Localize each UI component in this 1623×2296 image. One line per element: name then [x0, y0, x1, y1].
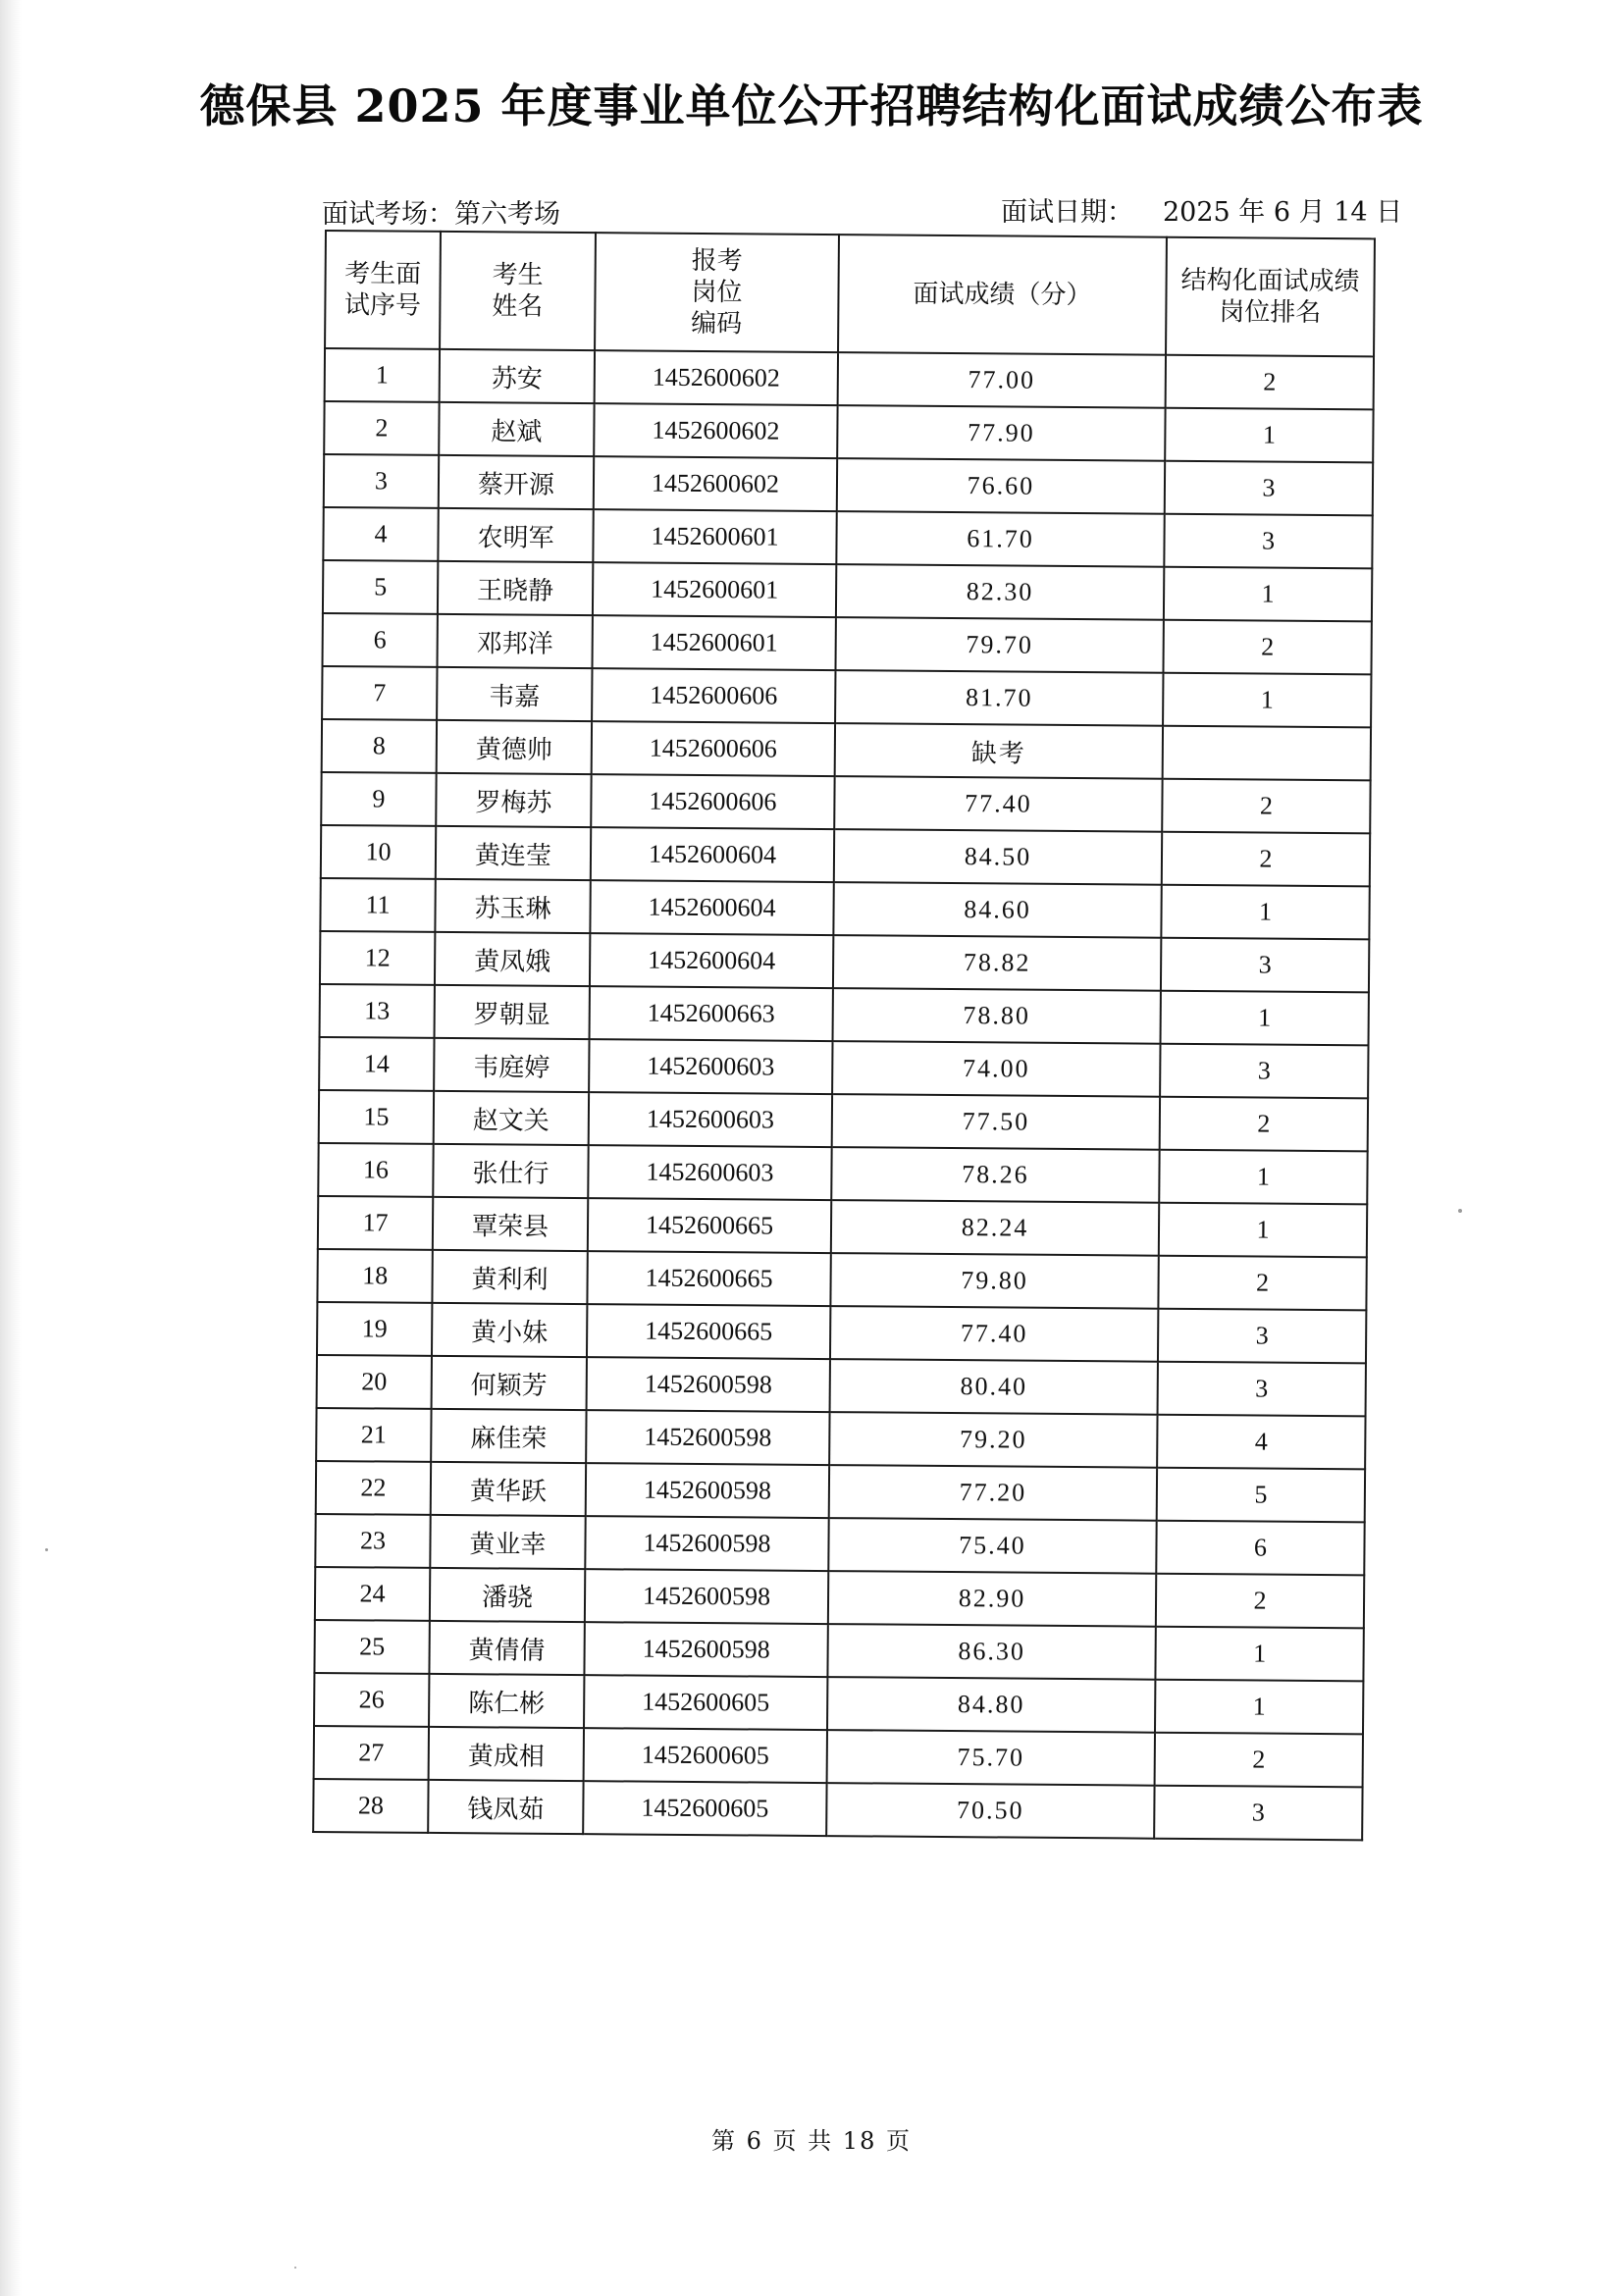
cell-code: 1452600603: [589, 1039, 832, 1094]
table-row: [315, 1567, 1364, 1628]
cell-score: 78.82: [833, 935, 1161, 991]
cell-code: 1452600601: [593, 562, 836, 617]
cell-name: 黄凤娥: [435, 932, 590, 986]
cell-code: 1452600606: [592, 668, 835, 723]
cell-name: 黄连莹: [436, 826, 591, 880]
table-row: [322, 666, 1371, 727]
table-row: [320, 984, 1369, 1045]
cell-score: 70.50: [826, 1783, 1154, 1839]
cell-seq: 19: [317, 1302, 432, 1356]
cell-rank: 2: [1160, 1097, 1368, 1152]
cell-rank: 1: [1161, 885, 1369, 940]
cell-name: 何颖芳: [432, 1356, 587, 1410]
scan-speck: [1458, 1209, 1462, 1213]
cell-seq: 4: [323, 507, 438, 561]
cell-code: 1452600598: [585, 1569, 828, 1624]
cell-name: 罗朝显: [435, 985, 590, 1039]
cell-name: 陈仁彬: [429, 1674, 584, 1728]
cell-seq: 26: [314, 1673, 429, 1727]
table-row: [318, 1143, 1367, 1204]
header-name: 考生姓名: [440, 232, 596, 350]
cell-rank: 1: [1163, 673, 1371, 728]
cell-code: 1452600605: [584, 1675, 827, 1730]
table-row: [320, 878, 1369, 939]
cell-seq: 10: [321, 825, 436, 879]
cell-score: 82.90: [828, 1571, 1156, 1627]
cell-name: 麻佳荣: [431, 1409, 586, 1463]
cell-rank: 2: [1163, 620, 1371, 675]
table-row: [314, 1620, 1363, 1681]
cell-seq: 18: [317, 1249, 432, 1303]
table-row: [315, 1514, 1364, 1575]
score-table: [312, 230, 1376, 1841]
cell-code: 1452600598: [586, 1410, 829, 1465]
cell-rank: 4: [1157, 1415, 1365, 1470]
cell-score: 77.50: [832, 1094, 1160, 1150]
cell-seq: 14: [319, 1037, 434, 1091]
cell-seq: 11: [320, 878, 435, 932]
cell-seq: 17: [318, 1196, 433, 1250]
cell-rank: [1163, 726, 1371, 781]
cell-code: 1452600602: [594, 403, 837, 458]
cell-rank: 1: [1159, 1150, 1367, 1205]
cell-score: 75.70: [827, 1730, 1155, 1786]
cell-code: 1452600601: [592, 615, 835, 670]
cell-rank: 1: [1155, 1680, 1363, 1735]
cell-score: 77.40: [830, 1306, 1158, 1362]
cell-rank: 1: [1161, 991, 1369, 1046]
cell-seq: 13: [320, 984, 435, 1038]
page-footer: 第 6 页 共 18 页: [711, 2127, 912, 2155]
cell-seq: 24: [315, 1567, 430, 1621]
cell-seq: 9: [321, 772, 436, 826]
cell-code: 1452600598: [587, 1357, 830, 1412]
cell-rank: 2: [1166, 355, 1374, 410]
cell-rank: 3: [1158, 1362, 1366, 1417]
cell-rank: 2: [1162, 832, 1370, 887]
cell-code: 1452600598: [584, 1622, 827, 1677]
scan-speck: [45, 1548, 48, 1551]
cell-rank: 1: [1164, 567, 1372, 622]
cell-code: 1452600604: [590, 933, 833, 988]
cell-score: 75.40: [828, 1518, 1156, 1574]
cell-rank: 5: [1157, 1468, 1365, 1523]
cell-score: 84.80: [827, 1677, 1155, 1733]
table-row: [323, 613, 1372, 674]
cell-rank: 3: [1161, 938, 1369, 993]
cell-code: 1452600606: [591, 774, 834, 829]
cell-score: 80.40: [830, 1359, 1158, 1415]
cell-score: 77.40: [834, 776, 1162, 832]
score-table-body: [313, 348, 1374, 1840]
cell-name: 张仕行: [433, 1144, 588, 1198]
table-row: [324, 454, 1373, 515]
table-row: [316, 1408, 1365, 1469]
cell-code: 1452600665: [588, 1198, 831, 1253]
cell-score: 84.60: [833, 882, 1161, 938]
cell-score: 74.00: [832, 1041, 1160, 1097]
interview-date-label: 面试日期：: [1001, 197, 1133, 228]
cell-score: 77.90: [837, 405, 1165, 461]
table-row: [317, 1302, 1366, 1363]
cell-seq: 12: [320, 931, 435, 985]
cell-seq: 6: [323, 613, 438, 667]
cell-score: 78.26: [831, 1147, 1159, 1203]
cell-score: 86.30: [827, 1624, 1155, 1680]
cell-name: 赵斌: [439, 402, 594, 456]
table-row: [324, 401, 1373, 462]
table-row: [314, 1673, 1363, 1734]
cell-name: 赵文关: [434, 1091, 589, 1145]
cell-seq: 15: [319, 1090, 434, 1144]
cell-name: 农明军: [438, 508, 593, 562]
cell-seq: 8: [322, 719, 437, 773]
cell-seq: 20: [317, 1355, 432, 1409]
table-row: [321, 772, 1370, 833]
cell-code: 1452600663: [590, 986, 833, 1041]
table-row: [320, 931, 1369, 992]
cell-score: 77.00: [838, 352, 1166, 408]
cell-name: 蔡开源: [439, 455, 594, 509]
cell-seq: 27: [314, 1726, 429, 1780]
cell-code: 1452600605: [583, 1781, 826, 1836]
interview-venue: 面试考场：第六考场: [322, 199, 560, 230]
cell-rank: 2: [1156, 1574, 1364, 1629]
cell-name: 黄利利: [432, 1250, 587, 1304]
cell-name: 潘骁: [430, 1568, 585, 1622]
cell-name: 韦嘉: [437, 667, 592, 721]
cell-score: 缺考: [835, 723, 1163, 779]
cell-seq: 23: [315, 1514, 430, 1568]
header-code: 报考岗位编码: [595, 233, 839, 352]
cell-rank: 3: [1164, 514, 1372, 569]
table-row: [322, 719, 1371, 780]
cell-rank: 3: [1165, 461, 1373, 516]
cell-name: 苏玉琳: [435, 879, 590, 933]
cell-rank: 3: [1158, 1309, 1366, 1364]
cell-score: 78.80: [833, 988, 1161, 1044]
interview-date-value: 2025 年 6 月 14 日: [1163, 197, 1403, 228]
cell-code: 1452600602: [595, 350, 838, 405]
table-row: [317, 1249, 1366, 1310]
cell-rank: 1: [1165, 408, 1373, 463]
cell-rank: 6: [1156, 1521, 1364, 1576]
cell-name: 黄业幸: [430, 1515, 585, 1569]
cell-rank: 1: [1155, 1627, 1363, 1682]
cell-seq: 16: [318, 1143, 433, 1197]
scan-edge-shadow: [0, 0, 22, 2296]
cell-score: 79.20: [829, 1412, 1157, 1468]
table-row: [321, 825, 1370, 886]
table-row: [319, 1090, 1368, 1151]
cell-seq: 1: [325, 348, 440, 402]
table-header-row: [325, 231, 1375, 356]
cell-code: 1452600598: [586, 1463, 829, 1518]
cell-rank: 2: [1158, 1256, 1366, 1311]
cell-score: 81.70: [835, 670, 1163, 726]
cell-score: 79.70: [835, 617, 1163, 673]
cell-seq: 7: [322, 666, 437, 720]
cell-rank: 2: [1155, 1733, 1363, 1788]
cell-code: 1452600606: [592, 721, 835, 776]
table-row: [318, 1196, 1367, 1257]
cell-seq: 5: [323, 560, 438, 614]
cell-score: 82.24: [831, 1200, 1159, 1256]
table-row: [316, 1461, 1365, 1522]
cell-seq: 28: [313, 1779, 428, 1833]
cell-code: 1452600603: [589, 1092, 832, 1147]
cell-seq: 3: [324, 454, 439, 508]
cell-name: 覃荣县: [433, 1197, 588, 1251]
cell-name: 王晓静: [438, 561, 593, 615]
cell-name: 黄德帅: [437, 720, 592, 774]
cell-score: 77.20: [829, 1465, 1157, 1521]
cell-rank: 2: [1162, 779, 1370, 834]
table-row: [319, 1037, 1368, 1098]
table-row: [317, 1355, 1366, 1416]
cell-seq: 2: [324, 401, 439, 455]
cell-seq: 25: [314, 1620, 429, 1674]
cell-score: 82.30: [836, 564, 1164, 620]
cell-code: 1452600598: [585, 1516, 828, 1571]
cell-name: 韦庭婷: [434, 1038, 589, 1092]
cell-name: 黄倩倩: [429, 1621, 584, 1675]
cell-code: 1452600665: [587, 1304, 830, 1359]
cell-name: 黄小妹: [432, 1303, 587, 1357]
cell-code: 1452600603: [588, 1145, 831, 1200]
cell-name: 黄成相: [429, 1727, 584, 1781]
cell-name: 罗梅苏: [436, 773, 591, 827]
cell-name: 邓邦洋: [438, 614, 593, 668]
cell-code: 1452600602: [594, 456, 837, 511]
table-row: [314, 1726, 1363, 1787]
scan-speck: [294, 2267, 296, 2269]
cell-score: 61.70: [836, 511, 1164, 567]
cell-score: 84.50: [834, 829, 1162, 885]
cell-rank: 3: [1154, 1786, 1362, 1841]
cell-seq: 21: [316, 1408, 431, 1462]
cell-code: 1452600604: [590, 880, 833, 935]
cell-name: 钱凤茹: [428, 1780, 583, 1834]
page-title: 德保县 2025 年度事业单位公开招聘结构化面试成绩公布表: [199, 79, 1424, 132]
cell-name: 苏安: [440, 349, 595, 403]
cell-code: 1452600601: [593, 509, 836, 564]
interview-date: [1001, 190, 1402, 229]
table-row: [323, 560, 1372, 621]
cell-score: 79.80: [830, 1253, 1158, 1309]
cell-rank: 1: [1159, 1203, 1367, 1258]
cell-seq: 22: [316, 1461, 431, 1515]
cell-score: 76.60: [837, 458, 1165, 514]
table-row: [325, 348, 1374, 409]
cell-rank: 3: [1160, 1044, 1368, 1099]
cell-code: 1452600665: [587, 1251, 830, 1306]
cell-name: 黄华跃: [431, 1462, 586, 1516]
cell-code: 1452600605: [584, 1728, 827, 1783]
cell-code: 1452600604: [591, 827, 834, 882]
table-row: [323, 507, 1372, 568]
header-seq: 考生面试序号: [325, 231, 441, 349]
header-score: 面试成绩（分）: [838, 235, 1167, 355]
header-rank: 结构化面试成绩岗位排名: [1166, 237, 1375, 357]
table-row: [313, 1779, 1362, 1840]
